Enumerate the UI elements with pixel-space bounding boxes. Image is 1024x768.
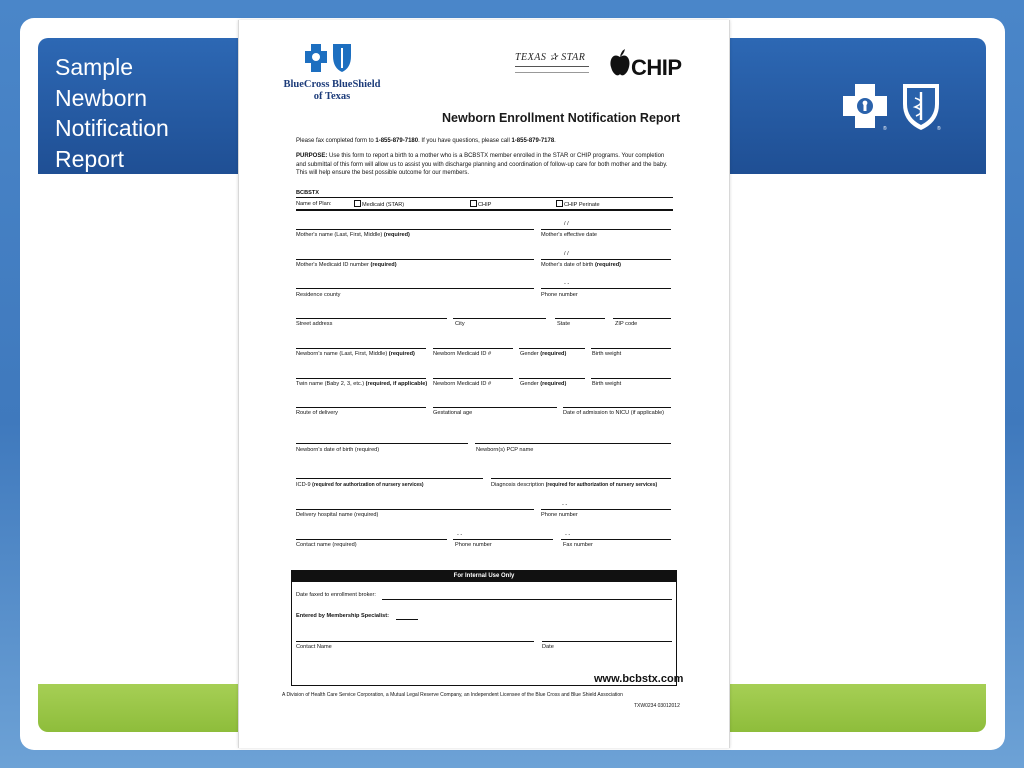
field-label-contact-name: Contact name (required) xyxy=(296,542,357,548)
bcbs-cross-shield-logo xyxy=(843,80,945,132)
report-title: Newborn Enrollment Notification Report xyxy=(442,111,681,125)
plan-option-chip[interactable] xyxy=(470,200,491,208)
field-label-newborn-medicaid-id: Newborn Medicaid ID # xyxy=(433,381,492,387)
slide-title-line: Sample xyxy=(55,54,133,80)
plan-label: Name of Plan: xyxy=(296,201,332,207)
field-line[interactable] xyxy=(296,378,426,379)
field-line[interactable] xyxy=(541,229,671,230)
plan-option-label: Medicaid (STAR) xyxy=(362,202,405,208)
svg-text:®: ® xyxy=(937,126,941,132)
field-label-zip: ZIP code xyxy=(615,321,638,327)
field-line[interactable] xyxy=(519,348,585,349)
blue-cross-icon xyxy=(843,84,887,128)
field-label-phone: Phone number xyxy=(541,512,578,518)
field-line[interactable] xyxy=(453,539,553,540)
bcbs-logo-icon xyxy=(305,42,355,74)
section-label: BCBSTX xyxy=(296,190,319,196)
required-qualifier: (required) xyxy=(540,381,567,387)
internal-date-faxed-label: Date faxed to enrollment broker: xyxy=(296,592,376,598)
purpose-text: and submittal of this form will allow us to assist you with discharge planning and coordination of follow-up care for both mother and the baby. xyxy=(296,161,668,168)
phone-number-text: 1-855-879-7178 xyxy=(511,138,555,144)
field-label-mothers-name xyxy=(296,232,410,238)
phone-dashes: - - xyxy=(565,532,571,538)
checkbox[interactable] xyxy=(354,200,361,207)
field-label-birth-weight: Birth weight xyxy=(592,381,622,387)
field-line[interactable] xyxy=(296,443,468,444)
form-code: TXW0234 03012012 xyxy=(634,703,680,709)
field-label-text: ICD-9 xyxy=(296,482,311,488)
svg-text:®: ® xyxy=(883,126,887,132)
field-label-street: Street address xyxy=(296,321,333,327)
phone-dashes: - - xyxy=(457,532,463,538)
required-qualifier: (required) xyxy=(594,262,622,268)
field-label-residence-county: Residence county xyxy=(296,292,341,298)
field-label-nicu-date: Date of admission to NICU (if applicable) xyxy=(563,410,665,416)
field-line[interactable] xyxy=(519,378,585,379)
required-qualifier: (required for authorization of nursery services) xyxy=(545,482,658,488)
field-label-phone: Phone number xyxy=(541,292,578,298)
field-label-text: Mother's name (Last, First, Middle) xyxy=(296,232,383,238)
texas-star-rule xyxy=(515,72,589,73)
field-label-twin-name xyxy=(296,381,427,387)
field-line[interactable] xyxy=(491,478,671,479)
bcbs-name xyxy=(277,79,387,103)
field-label-newborns-name xyxy=(296,351,415,357)
plan-option-medicaid[interactable] xyxy=(354,200,404,208)
field-line[interactable] xyxy=(563,407,671,408)
field-label-newborn-medicaid-id: Newborn Medicaid ID # xyxy=(433,351,492,357)
field-label-pcp-name: Newborn(s) PCP name xyxy=(476,447,534,453)
field-label-text: Newborn's name (Last, First, Middle) xyxy=(296,351,388,357)
purpose-text: Use this form to report a birth to a mother who is a BCBSTX member enrolled in the STAR or CHIP programs. Your completion xyxy=(327,153,665,159)
required-qualifier: (required, if applicable) xyxy=(365,381,428,387)
field-line[interactable] xyxy=(541,509,671,510)
fax-instruction-text: . xyxy=(554,138,556,144)
field-line[interactable] xyxy=(613,318,671,319)
field-line[interactable] xyxy=(433,407,557,408)
phone-dashes: - - xyxy=(562,502,568,508)
field-label-effective-date: Mother's effective date xyxy=(541,232,598,238)
required-qualifier: (required) xyxy=(383,232,410,238)
required-qualifier: (required) xyxy=(370,262,397,268)
blue-shield-icon xyxy=(903,84,939,130)
field-label-gender xyxy=(520,381,566,387)
footer-disclaimer: A Division of Health Care Service Corporation, a Mutual Legal Reserve Company, an Independent Licensee of the Blue Cross and Blue Shield Association xyxy=(282,692,623,698)
field-label-mothers-dob xyxy=(541,262,621,268)
checkbox[interactable] xyxy=(556,200,563,207)
rule xyxy=(296,209,673,211)
field-line[interactable] xyxy=(433,348,513,349)
field-line[interactable] xyxy=(591,348,671,349)
field-label-diagnosis xyxy=(491,482,657,488)
bcbs-name-line: BlueCross BlueShield xyxy=(283,79,381,90)
field-label-route-of-delivery: Route of delivery xyxy=(296,410,338,416)
field-line[interactable] xyxy=(296,348,426,349)
field-label-icd9 xyxy=(296,482,424,488)
field-label-phone: Phone number xyxy=(455,542,492,548)
field-label-text: Mother's date of birth xyxy=(541,262,594,268)
field-line[interactable] xyxy=(296,229,534,230)
field-label-birth-weight: Birth weight xyxy=(592,351,622,357)
texas-star-logo: TEXAS ✰ STAR xyxy=(515,52,586,63)
fax-instruction-text: Please fax completed form to xyxy=(296,138,376,144)
field-line[interactable] xyxy=(541,259,671,260)
field-line[interactable] xyxy=(433,378,513,379)
field-line[interactable] xyxy=(541,288,671,289)
field-label-gestational-age: Gestational age xyxy=(433,410,473,416)
bcbs-name-line: of Texas xyxy=(313,91,351,102)
field-label-text: Gender xyxy=(520,381,539,387)
field-line[interactable] xyxy=(296,539,447,540)
form-document xyxy=(238,20,730,748)
field-label-mothers-medicaid-id xyxy=(296,262,397,268)
field-line[interactable] xyxy=(542,641,672,642)
texas-star-rule xyxy=(515,66,589,67)
field-line[interactable] xyxy=(591,378,671,379)
field-line[interactable] xyxy=(296,259,534,260)
field-label-city: City xyxy=(455,321,465,327)
date-slashes: / / xyxy=(564,221,569,227)
rule xyxy=(296,197,673,198)
checkbox[interactable] xyxy=(470,200,477,207)
field-line[interactable] xyxy=(453,318,546,319)
slide-title-line: Newborn xyxy=(55,84,148,111)
field-line[interactable] xyxy=(296,407,426,408)
field-line[interactable] xyxy=(555,318,605,319)
field-line[interactable] xyxy=(475,443,671,444)
fax-instruction xyxy=(296,137,696,146)
purpose-text: This will help ensure the best possible outcome for our members. xyxy=(296,170,470,176)
field-label-gender xyxy=(520,351,566,357)
plan-option-chip-perinate[interactable] xyxy=(556,200,600,208)
internal-use-box xyxy=(291,570,677,686)
required-qualifier: (required for authorization of nursery services) xyxy=(312,482,424,488)
required-qualifier: (required) xyxy=(540,351,567,357)
internal-date-label: Date xyxy=(542,644,554,650)
field-line[interactable] xyxy=(296,318,447,319)
field-label-newborns-dob: Newborn's date of birth (required) xyxy=(296,447,380,453)
field-label-text: Mother's Medicaid ID number xyxy=(296,262,369,268)
website-url[interactable]: www.bcbstx.com xyxy=(594,673,684,685)
slide-title-line: Report xyxy=(55,145,125,172)
purpose-label: PURPOSE: xyxy=(296,153,328,159)
field-line[interactable] xyxy=(296,509,534,510)
field-label-text: Twin name (Baby 2, 3, etc.) xyxy=(296,381,365,387)
phone-dashes: - - xyxy=(564,281,570,287)
field-line[interactable] xyxy=(296,641,534,642)
chip-logo: CHIP xyxy=(631,55,682,80)
field-label-text: Diagnosis description xyxy=(491,482,545,488)
required-qualifier: (required) xyxy=(388,351,415,357)
field-label-text: Gender xyxy=(520,351,539,357)
field-line[interactable] xyxy=(296,288,534,289)
plan-option-label: CHIP xyxy=(478,202,492,208)
field-label-state: State xyxy=(557,321,571,327)
field-line[interactable] xyxy=(396,619,418,620)
field-label-delivery-hospital: Delivery hospital name (required) xyxy=(296,512,379,518)
date-slashes: / / xyxy=(564,251,569,257)
field-line[interactable] xyxy=(561,539,671,540)
slide-title-line: Notification xyxy=(55,115,169,141)
internal-entered-by-label: Entered by Membership Specialist: xyxy=(296,613,389,619)
internal-use-header: For Internal Use Only xyxy=(292,571,676,582)
fax-number-text: 1-855-879-7180 xyxy=(375,138,419,144)
field-line[interactable] xyxy=(382,599,672,600)
slide-title xyxy=(55,52,230,174)
plan-option-label: CHIP Perinate xyxy=(564,202,600,208)
internal-contact-name-label: Contact Name xyxy=(296,644,332,650)
fax-instruction-text: . If you have questions, please call xyxy=(418,138,512,144)
field-line[interactable] xyxy=(296,478,483,479)
field-label-fax: Fax number xyxy=(563,542,593,548)
apple-icon xyxy=(609,48,631,78)
purpose-paragraph xyxy=(296,152,716,178)
